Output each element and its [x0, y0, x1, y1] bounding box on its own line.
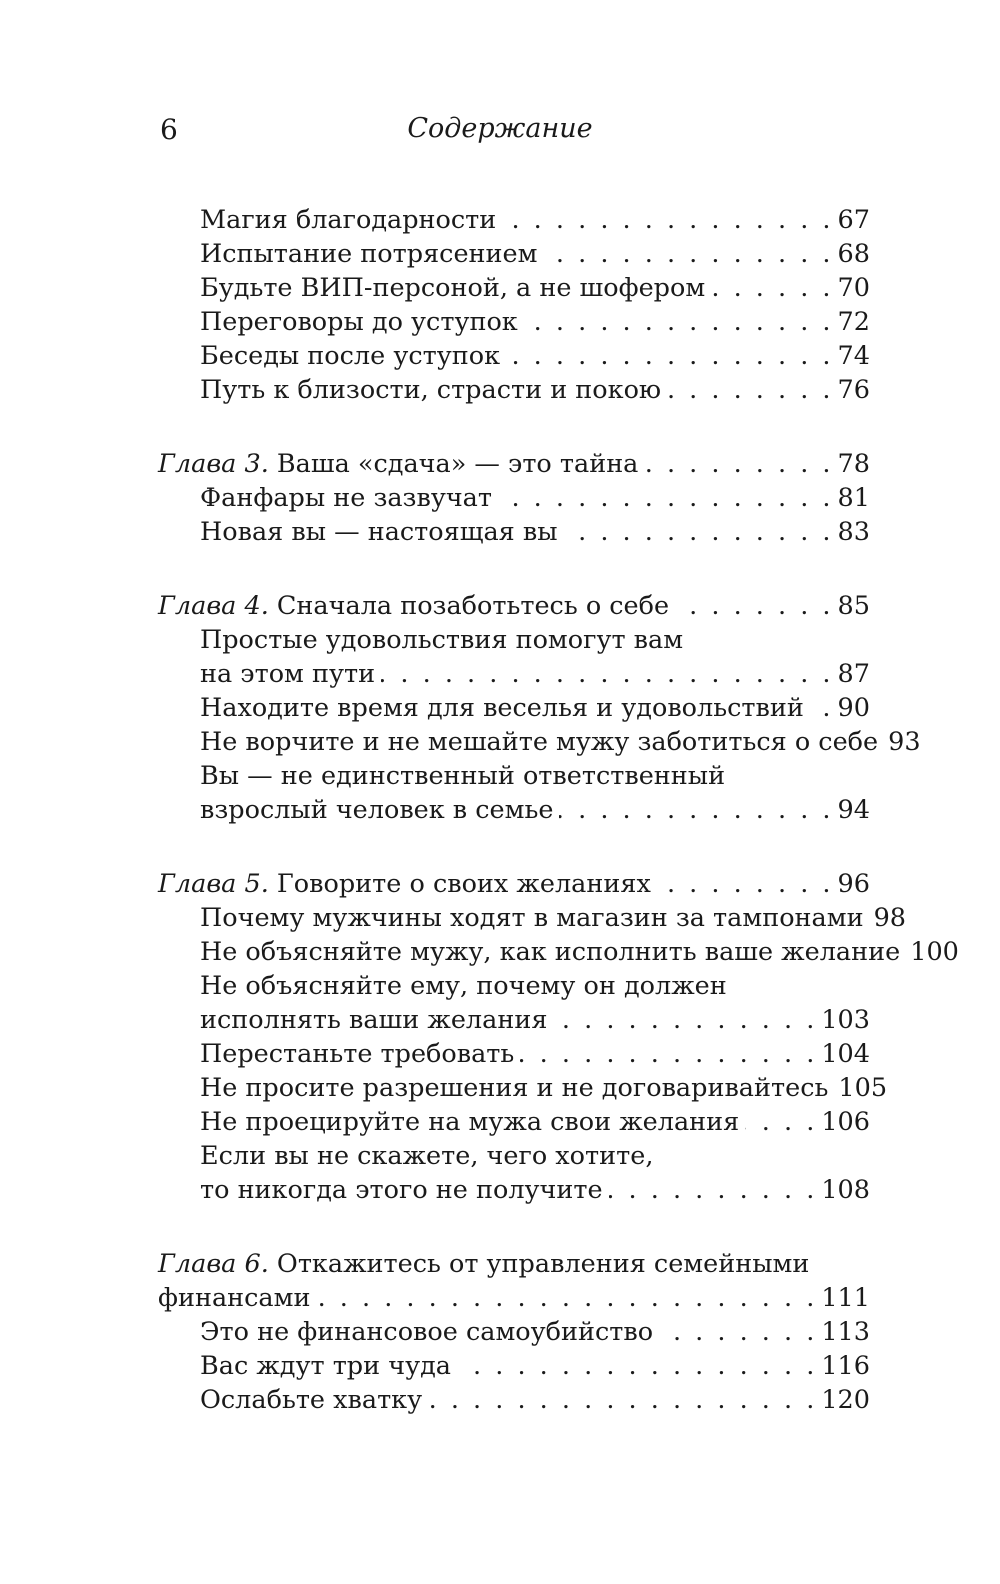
leader-dots: [564, 515, 834, 549]
toc-entry-line1[interactable]: Если вы не скажете, чего хотите,: [200, 1141, 654, 1171]
toc-entry[interactable]: [158, 725, 921, 759]
toc-entry-title: Беседы после уступок: [200, 341, 501, 371]
toc-chapter-3[interactable]: [158, 447, 870, 481]
toc-entry[interactable]: [158, 1037, 870, 1071]
leader-dots: [711, 271, 833, 305]
leader-dots: [428, 1383, 817, 1417]
toc-chapter-title: финансами: [158, 1283, 311, 1313]
toc-entry-page: 100: [910, 937, 959, 967]
chapter-title-text: Сначала позаботьтесь о себе: [268, 591, 670, 621]
chapter-label: Глава 3.: [158, 449, 269, 479]
section-gap: [158, 549, 870, 589]
toc-entry[interactable]: [158, 657, 870, 691]
leader-dots: [675, 589, 833, 623]
toc-entry-page: 93: [888, 727, 921, 757]
toc-entry-page: 96: [837, 869, 870, 899]
toc-entry-page: 67: [837, 205, 870, 235]
toc-entry[interactable]: [158, 1003, 870, 1037]
chapter-title-text: Говорите о своих желаниях: [268, 869, 651, 899]
toc-entry-title: Не ворчите и не мешайте мужу заботиться о себе: [200, 727, 879, 757]
toc-entry-page: 113: [821, 1317, 870, 1347]
toc-entry-page: 90: [837, 693, 870, 723]
toc-chapter-6-line1[interactable]: [158, 1247, 870, 1281]
toc-entry[interactable]: [158, 901, 907, 935]
chapter-title-text: Ваша «сдача» — это тайна: [268, 449, 639, 479]
toc-entry-title: Перестаньте требовать: [200, 1039, 515, 1069]
toc-entry-title: на этом пути: [200, 659, 376, 689]
toc-entry[interactable]: [158, 793, 870, 827]
toc-entry-page: 76: [837, 375, 870, 405]
toc-entry[interactable]: [158, 271, 870, 305]
section-gap: [158, 827, 870, 867]
toc-entry-title: взрослый человек в семье: [200, 795, 554, 825]
toc-entry-title: Это не финансовое самоубийство: [200, 1317, 654, 1347]
table-of-contents: [158, 203, 959, 1417]
chapter-title-text: Откажитесь от управления семейными: [268, 1249, 810, 1279]
toc-entry-page: 98: [873, 903, 907, 933]
leader-dots: [553, 1003, 817, 1037]
chapter-label: Глава 4.: [158, 591, 269, 621]
toc-entry-page: 81: [837, 483, 870, 513]
toc-entry-title: Не проецируйте на мужа свои желания: [200, 1107, 740, 1137]
leader-dots: [810, 691, 834, 725]
page-number: 6: [160, 113, 178, 146]
leader-dots: [667, 373, 833, 407]
toc-entry-page: 70: [837, 273, 870, 303]
toc-entry-title: исполнять ваши желания: [200, 1005, 548, 1035]
toc-entry[interactable]: [158, 373, 870, 407]
toc-entry-title: Находите время для веселья и удовольствий: [200, 693, 804, 723]
toc-entry-page: 106: [821, 1107, 870, 1137]
toc-entry-page: 116: [821, 1351, 870, 1381]
toc-entry-page: 83: [837, 517, 870, 547]
toc-entry[interactable]: [158, 203, 870, 237]
toc-entry-page: 68: [837, 239, 870, 269]
leader-dots: [644, 447, 833, 481]
leader-dots: [609, 1173, 818, 1207]
toc-entry[interactable]: [158, 1105, 870, 1139]
toc-chapter-title: [158, 867, 651, 901]
toc-entry[interactable]: [158, 1315, 870, 1349]
toc-entry-line1[interactable]: Вы — не единственный ответственный: [200, 761, 726, 791]
toc-entry-title: Испытание потрясением: [200, 239, 538, 269]
toc-entry-page: 85: [837, 591, 870, 621]
leader-dots: [457, 1349, 817, 1383]
toc-entry-title: Переговоры до уступок: [200, 307, 518, 337]
toc-entry-title: Ослабьте хватку: [200, 1385, 423, 1415]
toc-entry-page: 87: [837, 659, 870, 689]
leader-dots: [559, 793, 833, 827]
chapter-label: Глава 6.: [158, 1249, 269, 1279]
toc-entry[interactable]: [158, 691, 870, 725]
leader-dots: [316, 1281, 817, 1315]
toc-entry-page: 120: [821, 1385, 870, 1415]
toc-entry-title: Фанфары не зазвучат: [200, 483, 492, 513]
toc-entry-page: 104: [821, 1039, 870, 1069]
leader-dots: [498, 481, 834, 515]
toc-entry[interactable]: [158, 935, 959, 969]
toc-entry-title: Не просите разрешения и не договаривайтесь: [200, 1073, 829, 1103]
leader-dots: [381, 657, 833, 691]
leader-dots: [524, 305, 834, 339]
toc-chapter-title: [158, 589, 669, 623]
toc-entry-page: 105: [838, 1073, 888, 1103]
leader-dots: [659, 1315, 817, 1349]
toc-entry-page: 74: [837, 341, 870, 371]
section-gap: [158, 1207, 870, 1247]
toc-entry-title: Магия благодарности: [200, 205, 497, 235]
toc-chapter-6[interactable]: [158, 1281, 870, 1315]
toc-entry[interactable]: [158, 515, 870, 549]
toc-entry-line1[interactable]: Простые удовольствия помогут вам: [200, 625, 684, 655]
toc-entry-page: 72: [837, 307, 870, 337]
toc-entry-page: 78: [837, 449, 870, 479]
leader-dots: [745, 1105, 817, 1139]
running-title: Содержание: [407, 113, 593, 144]
toc-chapter-4[interactable]: [158, 589, 870, 623]
toc-entry[interactable]: [158, 339, 870, 373]
page-header: [0, 113, 1000, 163]
toc-entry-title: Не объясняйте мужу, как исполнить ваше желание: [200, 937, 901, 967]
toc-entry[interactable]: [158, 481, 870, 515]
toc-entry-title: Новая вы — настоящая вы: [200, 517, 558, 547]
toc-chapter-title: [158, 447, 638, 481]
toc-entry[interactable]: [158, 1349, 870, 1383]
leader-dots: [506, 339, 834, 373]
toc-entry-title: Вас ждут три чуда: [200, 1351, 452, 1381]
toc-entry[interactable]: [158, 1383, 870, 1417]
leader-dots: [657, 867, 834, 901]
toc-entry[interactable]: [158, 305, 870, 339]
toc-entry-page: 108: [821, 1175, 870, 1205]
leader-dots: [543, 237, 833, 271]
toc-entry-page: 103: [821, 1005, 870, 1035]
toc-chapter-5[interactable]: [158, 867, 870, 901]
leader-dots: [502, 203, 833, 237]
chapter-label: Глава 5.: [158, 869, 269, 899]
toc-entry-page: 94: [837, 795, 870, 825]
toc-entry-title: Почему мужчины ходят в магазин за тампонами: [200, 903, 864, 933]
toc-entry-title: Путь к близости, страсти и покою: [200, 375, 662, 405]
toc-entry-line1[interactable]: Не объясняйте ему, почему он должен: [200, 971, 727, 1001]
leader-dots: [520, 1037, 817, 1071]
toc-entry-title: то никогда этого не получите: [200, 1175, 603, 1205]
toc-entry[interactable]: [158, 237, 870, 271]
section-gap: [158, 407, 870, 447]
toc-entry[interactable]: [158, 1071, 888, 1105]
toc-entry-title: Будьте ВИП-персоной, а не шофером: [200, 273, 706, 303]
toc-entry[interactable]: [158, 1173, 870, 1207]
toc-entry-page: 111: [821, 1283, 870, 1313]
